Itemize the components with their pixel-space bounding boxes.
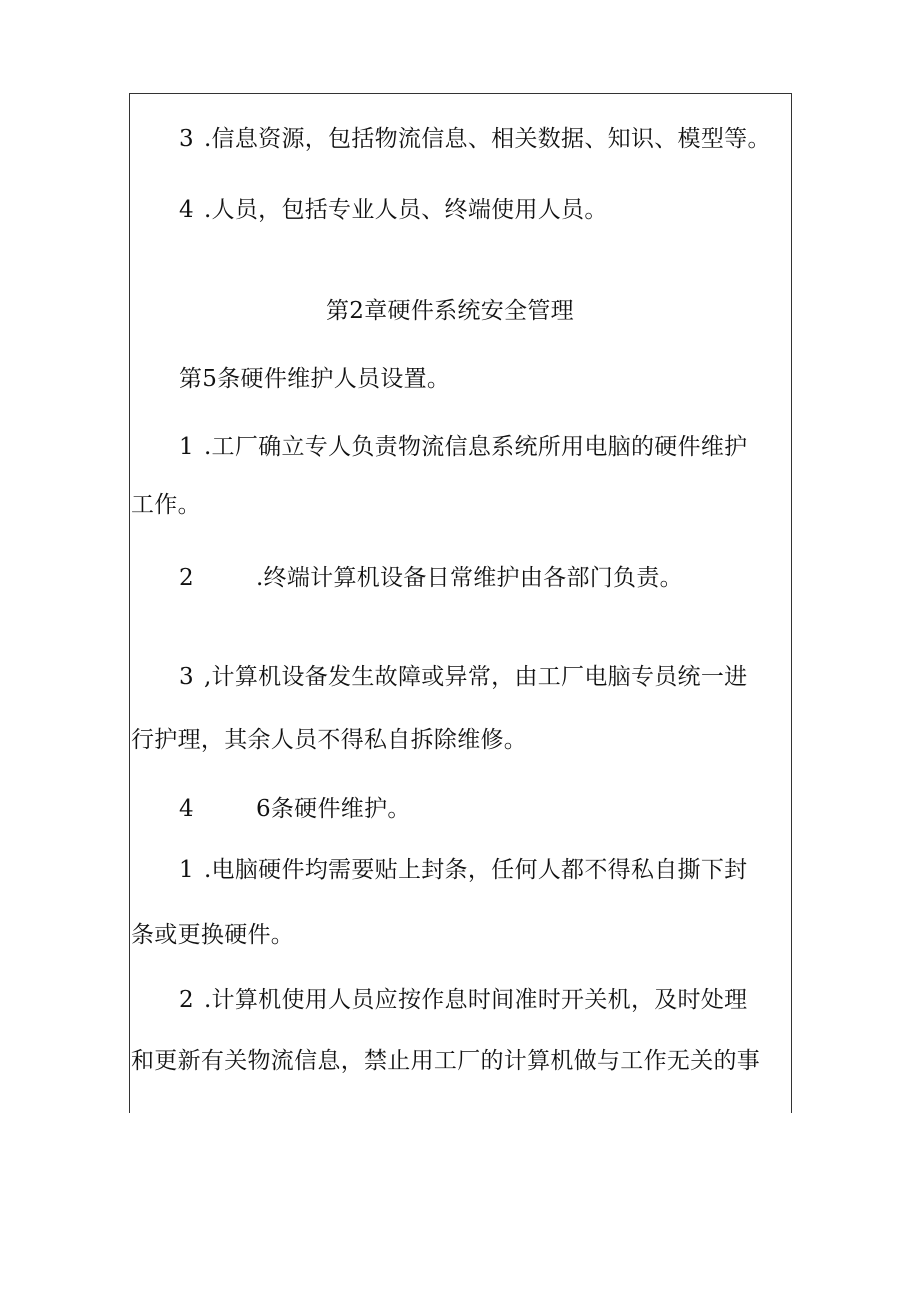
list-item — [179, 662, 747, 692]
item-text: .计算机使用人员应按作息时间准时开关机，及时处理 — [203, 987, 748, 1013]
paragraph-continuation: 工作。 — [131, 492, 201, 518]
list-item — [179, 124, 771, 154]
item-text: ,计算机设备发生故障或异常，由工厂电脑专员统一进 — [203, 664, 748, 690]
list-item — [179, 563, 683, 593]
item-text: 6条硬件维护。 — [255, 796, 411, 822]
item-number: 1 — [179, 857, 194, 883]
item-number: 1 — [179, 434, 194, 460]
item-text: .电脑硬件均需要贴上封条，任何人都不得私自撕下封 — [203, 857, 748, 883]
item-text: .工厂确立专人负责物流信息系统所用电脑的硬件维护 — [203, 434, 748, 460]
item-number: 3 — [179, 126, 194, 152]
article-heading: 第5条硬件维护人员设置。 — [179, 366, 451, 392]
item-number: 4 — [179, 796, 194, 822]
item-number: 4 — [179, 197, 194, 223]
document-frame — [129, 93, 792, 1113]
paragraph-continuation: 条或更换硬件。 — [131, 922, 295, 948]
chapter-heading: 第2章硬件系统安全管理 — [326, 298, 574, 324]
paragraph-continuation: 行护理，其余人员不得私自拆除维修。 — [131, 727, 528, 753]
item-number: 3 — [179, 664, 194, 690]
list-item — [179, 794, 411, 824]
item-number: 2 — [179, 565, 194, 591]
paragraph-continuation: 和更新有关物流信息，禁止用工厂的计算机做与工作无关的事 — [131, 1048, 761, 1074]
item-text: .人员，包括专业人员、终端使用人员。 — [203, 197, 608, 223]
list-item — [179, 985, 747, 1015]
list-item — [179, 855, 747, 885]
list-item — [179, 432, 747, 462]
item-number: 2 — [179, 987, 194, 1013]
list-item — [179, 195, 608, 225]
item-text: .信息资源，包括物流信息、相关数据、知识、模型等。 — [203, 126, 771, 152]
item-text: .终端计算机设备日常维护由各部门负责。 — [255, 565, 683, 591]
